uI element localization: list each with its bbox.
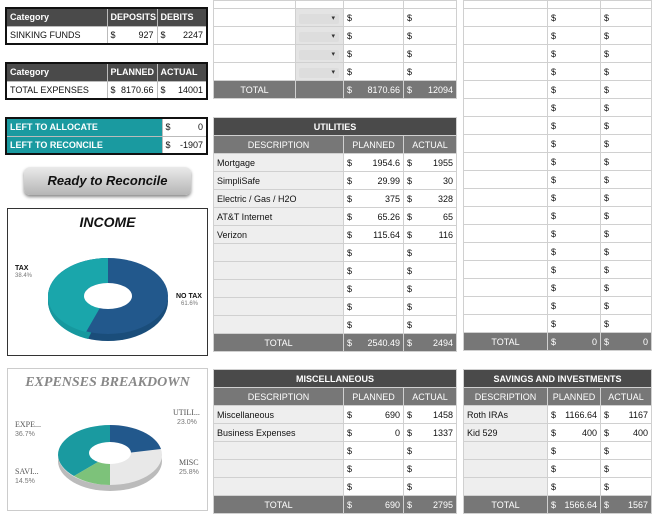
description-cell[interactable]: Business Expenses [214, 424, 344, 442]
table-row [464, 243, 652, 261]
description-cell[interactable] [464, 261, 548, 279]
misc-pct: 25.8% [179, 469, 199, 476]
planned-cell[interactable]: $ 1166.64 [548, 406, 601, 424]
description-cell[interactable] [214, 460, 344, 478]
left-to-reconcile-value: $ -1907 [162, 136, 207, 154]
actual-cell[interactable]: $ [601, 279, 652, 297]
col-description: DESCRIPTION [464, 388, 548, 406]
planned-cell[interactable]: $ 29.99 [344, 172, 404, 190]
actual-cell[interactable]: $ [404, 442, 457, 460]
table-row [464, 225, 652, 243]
actual-cell[interactable]: $ [601, 261, 652, 279]
planned-cell[interactable]: $ [548, 297, 601, 315]
desc-cell[interactable] [214, 27, 296, 45]
actual-cell[interactable]: $ 1955 [404, 154, 457, 172]
table-row [464, 189, 652, 207]
total-planned: $ 0 [548, 333, 601, 351]
planned-cell[interactable]: $ [344, 27, 404, 45]
table-row [464, 207, 652, 225]
table-row [214, 298, 457, 316]
col-actual: ACTUAL [601, 388, 652, 406]
planned-cell[interactable]: $ [548, 225, 601, 243]
table-row [464, 135, 652, 153]
description-cell[interactable] [464, 225, 548, 243]
table-row [214, 154, 457, 172]
actual-cell[interactable]: $ [404, 45, 457, 63]
savi-label: SAVI... [15, 467, 39, 476]
allocation-table [5, 117, 208, 155]
actual-cell[interactable]: $ [601, 135, 652, 153]
description-cell[interactable] [214, 280, 344, 298]
table-row [214, 190, 457, 208]
actual-cell[interactable]: $ [601, 460, 652, 478]
savings-table [463, 369, 652, 514]
planned-cell[interactable]: $ [344, 298, 404, 316]
debits-cell[interactable]: $ 2247 [157, 26, 207, 44]
actual-cell[interactable]: $ [601, 297, 652, 315]
actual-cell[interactable]: $ 1167 [601, 406, 652, 424]
actual-cell[interactable]: $ [601, 27, 652, 45]
col-debits: DEBITS [157, 8, 207, 26]
table-row [214, 460, 457, 478]
table-row [464, 99, 652, 117]
utili-pct: 23.0% [177, 419, 197, 426]
desc-cell[interactable] [214, 63, 296, 81]
actual-cell[interactable]: $ [404, 244, 457, 262]
dropdown-cell[interactable] [296, 27, 344, 45]
planned-cell[interactable]: $ [548, 81, 601, 99]
description-cell[interactable] [464, 9, 548, 27]
chevron-down-icon[interactable]: ▾ [299, 50, 339, 60]
col-planned: PLANNED [548, 388, 601, 406]
planned-cell[interactable]: $ 0 [344, 424, 404, 442]
actual-cell[interactable]: $ [601, 63, 652, 81]
left-to-reconcile-label: LEFT TO RECONCILE [6, 136, 162, 154]
planned-cell[interactable]: $ [344, 63, 404, 81]
table-row [464, 45, 652, 63]
actual-cell[interactable]: $ [601, 171, 652, 189]
planned-cell[interactable]: $ [548, 63, 601, 81]
description-cell[interactable] [464, 243, 548, 261]
actual-cell[interactable]: $ [601, 81, 652, 99]
table-row [464, 171, 652, 189]
col-actual: ACTUAL [404, 388, 457, 406]
expenses-chart-title: EXPENSES BREAKDOWN [25, 375, 190, 390]
table-row [464, 81, 652, 99]
actual-cell[interactable]: $ 1458 [404, 406, 457, 424]
col-actual: ACTUAL [157, 63, 207, 81]
total-label: TOTAL [464, 333, 548, 351]
actual-cell[interactable]: $ [404, 280, 457, 298]
actual-cell[interactable]: $ [601, 225, 652, 243]
table-row [214, 226, 457, 244]
left-to-allocate-label: LEFT TO ALLOCATE [6, 118, 162, 136]
planned-cell[interactable]: $ 8170.66 [107, 81, 157, 99]
actual-cell[interactable]: $ [404, 478, 457, 496]
actual-cell[interactable]: $ [404, 262, 457, 280]
actual-cell[interactable]: $ 30 [404, 172, 457, 190]
table-row [464, 315, 652, 333]
planned-cell[interactable]: $ [548, 189, 601, 207]
expe-label: EXPE... [15, 420, 41, 429]
planned-cell[interactable]: $ [548, 261, 601, 279]
expe-pct: 36.7% [15, 431, 35, 438]
total-expenses-table [5, 62, 208, 100]
description-cell[interactable] [214, 244, 344, 262]
actual-cell[interactable]: $ [601, 478, 652, 496]
actual-cell[interactable]: $ [601, 315, 652, 333]
table-row [464, 63, 652, 81]
table-row [214, 316, 457, 334]
planned-cell[interactable]: $ [548, 279, 601, 297]
sinking-funds-table [5, 7, 208, 45]
planned-cell[interactable]: $ 115.64 [344, 226, 404, 244]
planned-cell[interactable]: $ [548, 442, 601, 460]
planned-cell[interactable]: $ 1954.6 [344, 154, 404, 172]
table-row [464, 478, 652, 496]
total-expenses-label: TOTAL EXPENSES [6, 81, 107, 99]
planned-cell[interactable]: $ [344, 244, 404, 262]
planned-cell[interactable]: $ [344, 280, 404, 298]
actual-cell[interactable]: $ 1337 [404, 424, 457, 442]
table-row [214, 280, 457, 298]
col-description: DESCRIPTION [214, 388, 344, 406]
tax-label: TAX [15, 265, 29, 272]
planned-cell[interactable]: $ [344, 262, 404, 280]
actual-cell[interactable]: $ [404, 460, 457, 478]
planned-cell[interactable]: $ [548, 460, 601, 478]
description-cell[interactable]: SimpliSafe [214, 172, 344, 190]
description-cell[interactable] [464, 442, 548, 460]
planned-cell[interactable]: $ 400 [548, 424, 601, 442]
total-label: TOTAL [464, 496, 548, 514]
total-actual: $ 12094 [404, 81, 457, 99]
actual-cell[interactable]: $ 65 [404, 208, 457, 226]
planned-cell[interactable]: $ [548, 99, 601, 117]
table-row [214, 478, 457, 496]
description-cell[interactable] [464, 117, 548, 135]
col-category: Category [6, 8, 107, 26]
desc-cell[interactable] [214, 9, 296, 27]
table-row [464, 406, 652, 424]
dropdown-cell[interactable] [296, 9, 344, 27]
actual-cell[interactable]: $ [601, 442, 652, 460]
description-cell[interactable]: Roth IRAs [464, 406, 548, 424]
no-tax-pct: 61.6% [181, 301, 199, 307]
description-cell[interactable] [214, 298, 344, 316]
dropdown-cell[interactable] [296, 63, 344, 81]
description-cell[interactable]: Miscellaneous [214, 406, 344, 424]
table-row [214, 262, 457, 280]
tax-pct: 38.4% [15, 273, 33, 279]
description-cell[interactable] [464, 99, 548, 117]
expenses-donut [54, 403, 169, 498]
actual-cell[interactable]: $ [601, 243, 652, 261]
total-planned: $ 690 [344, 496, 404, 514]
income-chart [7, 208, 208, 356]
table-row [464, 297, 652, 315]
description-cell[interactable] [464, 135, 548, 153]
actual-cell[interactable]: $ [404, 316, 457, 334]
chevron-down-icon[interactable]: ▾ [299, 68, 339, 78]
table-row [464, 9, 652, 27]
right-top-table [463, 0, 652, 351]
description-cell[interactable] [214, 478, 344, 496]
actual-cell[interactable]: $ [404, 298, 457, 316]
actual-cell[interactable]: $ 14001 [157, 81, 207, 99]
sinking-label: SINKING FUNDS [6, 26, 107, 44]
deposits-cell[interactable]: $ 927 [107, 26, 157, 44]
income-chart-title: INCOME [79, 214, 136, 230]
planned-cell[interactable]: $ [344, 9, 404, 27]
table-row [464, 279, 652, 297]
description-cell[interactable] [214, 442, 344, 460]
planned-cell[interactable]: $ 65.26 [344, 208, 404, 226]
table-row [214, 424, 457, 442]
total-label: TOTAL [214, 496, 344, 514]
no-tax-label: NO TAX [176, 293, 202, 300]
miscellaneous-table [213, 369, 457, 514]
description-cell[interactable] [464, 478, 548, 496]
actual-cell[interactable]: $ [601, 153, 652, 171]
planned-cell[interactable]: $ [344, 478, 404, 496]
planned-cell[interactable]: $ [344, 442, 404, 460]
dropdown-cell[interactable] [296, 45, 344, 63]
planned-cell[interactable]: $ [548, 135, 601, 153]
actual-cell[interactable]: $ [601, 9, 652, 27]
desc-cell[interactable] [214, 45, 296, 63]
left-to-allocate-value: $ 0 [162, 118, 207, 136]
description-cell[interactable]: Kid 529 [464, 424, 548, 442]
misc-label: MISC [179, 458, 199, 467]
table-row [464, 460, 652, 478]
total-actual: $ 0 [601, 333, 652, 351]
planned-cell[interactable]: $ [344, 460, 404, 478]
planned-cell[interactable]: $ [344, 316, 404, 334]
total-planned: $ 1566.64 [548, 496, 601, 514]
description-cell[interactable] [464, 207, 548, 225]
total-label: TOTAL [214, 334, 344, 352]
chevron-down-icon[interactable]: ▾ [299, 32, 339, 42]
description-cell[interactable] [464, 153, 548, 171]
planned-cell[interactable]: $ [548, 45, 601, 63]
planned-cell[interactable]: $ [548, 478, 601, 496]
col-category: Category [6, 63, 107, 81]
utilities-title: UTILITIES [214, 118, 457, 136]
table-row [464, 261, 652, 279]
description-cell[interactable] [214, 316, 344, 334]
planned-cell[interactable]: $ [344, 45, 404, 63]
total-actual: $ 2494 [404, 334, 457, 352]
planned-cell[interactable]: $ [548, 243, 601, 261]
description-cell[interactable] [464, 27, 548, 45]
table-row [214, 208, 457, 226]
col-planned: PLANNED [344, 388, 404, 406]
savi-pct: 14.5% [15, 478, 35, 485]
col-deposits: DEPOSITS [107, 8, 157, 26]
col-description: DESCRIPTION [214, 136, 344, 154]
description-cell[interactable] [464, 315, 548, 333]
actual-cell[interactable]: $ [601, 117, 652, 135]
total-planned: $ 8170.66 [344, 81, 404, 99]
col-planned: PLANNED [107, 63, 157, 81]
table-row [214, 172, 457, 190]
ready-to-reconcile-button[interactable]: Ready to Reconcile [24, 167, 191, 195]
total-planned: $ 2540.49 [344, 334, 404, 352]
table-row [214, 406, 457, 424]
col-actual: ACTUAL [404, 136, 457, 154]
description-cell[interactable] [464, 63, 548, 81]
planned-cell[interactable]: $ [548, 117, 601, 135]
table-row [464, 117, 652, 135]
actual-cell[interactable]: $ [601, 99, 652, 117]
total-actual: $ 1567 [601, 496, 652, 514]
table-row [214, 442, 457, 460]
description-cell[interactable]: Mortgage [214, 154, 344, 172]
misc-title: MISCELLANEOUS [214, 370, 457, 388]
actual-cell[interactable]: $ [601, 189, 652, 207]
top-middle-table [213, 0, 457, 99]
description-cell[interactable] [214, 262, 344, 280]
table-row [464, 424, 652, 442]
planned-cell[interactable]: $ [548, 171, 601, 189]
description-cell[interactable] [464, 81, 548, 99]
savings-title: SAVINGS AND INVESTMENTS [464, 370, 652, 388]
description-cell[interactable] [464, 171, 548, 189]
planned-cell[interactable]: $ [548, 315, 601, 333]
description-cell[interactable] [464, 45, 548, 63]
actual-cell[interactable]: $ [601, 45, 652, 63]
description-cell[interactable] [464, 279, 548, 297]
chevron-down-icon[interactable]: ▾ [299, 14, 339, 24]
total-actual: $ 2795 [404, 496, 457, 514]
description-cell[interactable] [464, 297, 548, 315]
expenses-breakdown-chart [7, 368, 208, 511]
description-cell[interactable] [464, 460, 548, 478]
actual-cell[interactable]: $ 116 [404, 226, 457, 244]
actual-cell[interactable]: $ [601, 207, 652, 225]
actual-cell[interactable]: $ 328 [404, 190, 457, 208]
actual-cell[interactable]: $ [404, 9, 457, 27]
planned-cell[interactable]: $ [548, 153, 601, 171]
utili-label: UTILI... [173, 408, 200, 417]
table-row [464, 153, 652, 171]
utilities-table [213, 117, 457, 352]
description-cell[interactable]: Verizon [214, 226, 344, 244]
description-cell[interactable]: Electric / Gas / H2O [214, 190, 344, 208]
table-row [464, 442, 652, 460]
income-donut [46, 239, 176, 349]
planned-cell[interactable]: $ [548, 27, 601, 45]
description-cell[interactable] [464, 189, 548, 207]
table-row [464, 27, 652, 45]
planned-cell[interactable]: $ [548, 207, 601, 225]
actual-cell[interactable]: $ 400 [601, 424, 652, 442]
actual-cell[interactable]: $ [404, 63, 457, 81]
description-cell[interactable]: AT&T Internet [214, 208, 344, 226]
actual-cell[interactable]: $ [404, 27, 457, 45]
planned-cell[interactable]: $ 375 [344, 190, 404, 208]
planned-cell[interactable]: $ 690 [344, 406, 404, 424]
table-row [214, 244, 457, 262]
col-planned: PLANNED [344, 136, 404, 154]
total-label: TOTAL [214, 81, 296, 99]
planned-cell[interactable]: $ [548, 9, 601, 27]
